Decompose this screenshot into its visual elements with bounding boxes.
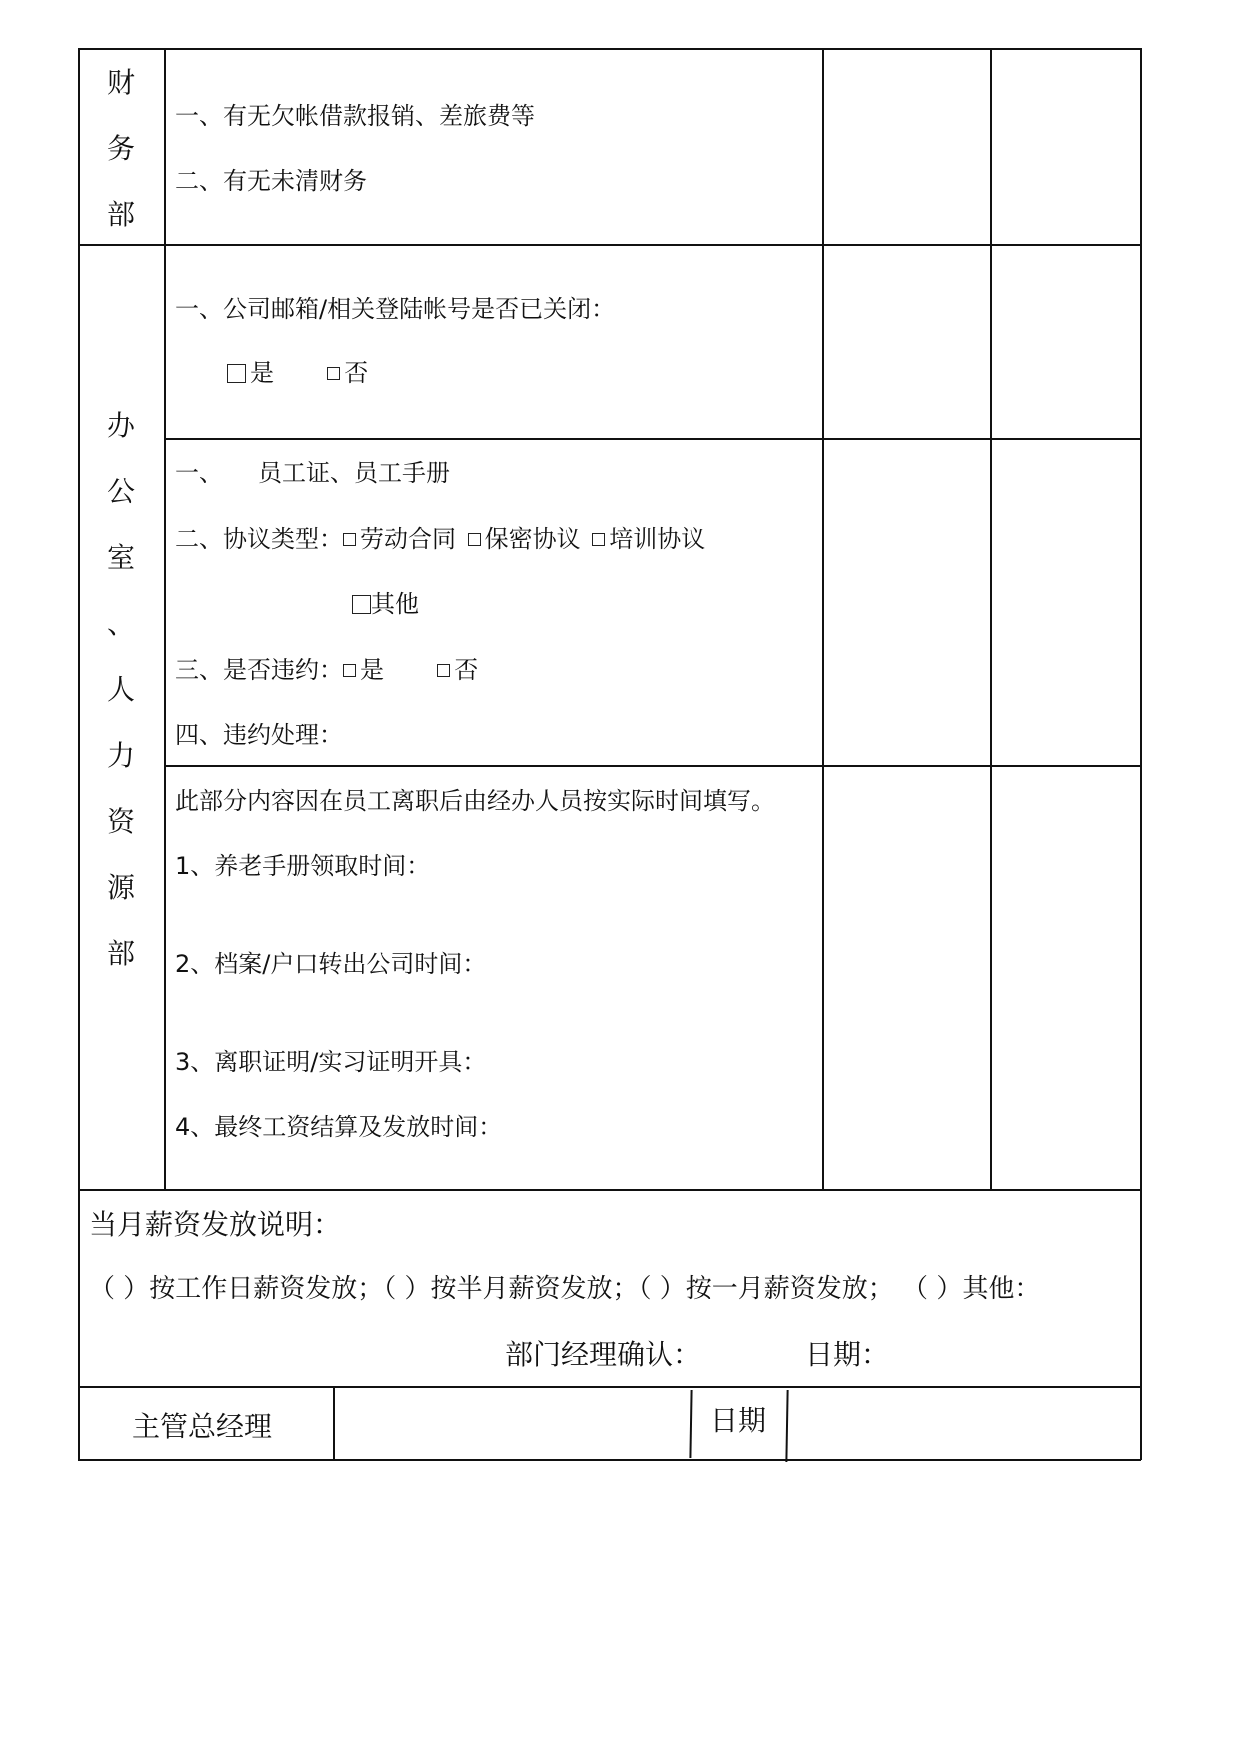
content-column-divider — [822, 48, 824, 1190]
finance-dept-label: 财 务 部 — [106, 66, 135, 231]
contract-item-1: 一、 员工证、员工手册 — [175, 459, 450, 487]
breach-no-label: 否 — [454, 656, 479, 684]
email-yes-checkbox[interactable] — [227, 364, 246, 383]
table-bottom-border — [78, 1459, 1141, 1461]
salary-title: 当月薪资发放说明： — [89, 1208, 342, 1241]
breach-yes-label: 是 — [360, 656, 384, 684]
contract-type-row — [175, 524, 705, 554]
salary-section-divider — [78, 1189, 1141, 1191]
finance-row-divider — [78, 244, 1141, 246]
training-checkbox[interactable] — [592, 533, 605, 546]
finance-item-2: 二、有无未清财务 — [175, 167, 367, 195]
salary-options: （ ）按工作日薪资发放；（ ）按半月薪资发放；（ ）按一月薪资发放； （ ）其他： — [89, 1274, 1041, 1304]
salary-date-label: 日期： — [805, 1338, 890, 1371]
dept-column-divider — [164, 48, 166, 1190]
contract-other-row — [352, 589, 419, 619]
table-top-border — [78, 48, 1141, 50]
post-leave-item-3: 3、离职证明/实习证明开具： — [175, 1048, 487, 1076]
breach-no-checkbox[interactable] — [437, 664, 450, 677]
email-no-label: 否 — [344, 359, 369, 387]
other-checkbox[interactable] — [352, 595, 371, 614]
finance-item-1: 一、有无欠帐借款报销、差旅费等 — [175, 102, 535, 130]
contract-type-label: 二、协议类型： — [175, 525, 343, 553]
email-row-divider — [164, 438, 1141, 440]
footer-date-left-divider — [689, 1390, 692, 1458]
table-right-border — [1140, 48, 1142, 1460]
post-leave-intro: 此部分内容因在员工离职后由经办人员按实际时间填写。 — [175, 787, 775, 815]
contract-item-1-text: 员工证、员工手册 — [258, 459, 450, 487]
footer-row-divider — [78, 1386, 1141, 1388]
contract-row-divider — [164, 765, 1141, 767]
office-hr-dept-label: 办 公 室 、 人 力 资 源 部 — [106, 409, 135, 970]
email-no-checkbox[interactable] — [327, 367, 340, 380]
other-label: 其他 — [371, 590, 419, 618]
table-left-border — [78, 48, 80, 1460]
general-manager-label: 主管总经理 — [132, 1410, 273, 1443]
email-yes-label: 是 — [250, 359, 274, 387]
email-closed-options — [227, 358, 368, 388]
confidentiality-checkbox[interactable] — [468, 533, 481, 546]
breach-yes-checkbox[interactable] — [343, 664, 356, 677]
breach-label: 三、是否违约： — [175, 656, 343, 684]
breach-row — [175, 655, 478, 685]
footer-label-divider — [333, 1386, 335, 1460]
sign-column-divider — [990, 48, 992, 1190]
training-label: 培训协议 — [609, 525, 706, 553]
post-leave-item-1: 1、养老手册领取时间： — [175, 852, 431, 880]
dept-manager-confirm: 部门经理确认： — [505, 1338, 702, 1371]
footer-date-label: 日期 — [710, 1404, 767, 1437]
post-leave-item-4: 4、最终工资结算及发放时间： — [175, 1113, 503, 1141]
post-leave-item-2: 2、档案/户口转出公司时间： — [175, 950, 487, 978]
footer-date-right-divider — [785, 1390, 788, 1462]
breach-handling: 四、违约处理： — [175, 721, 343, 749]
email-closed-question: 一、公司邮箱/相关登陆帐号是否已关闭： — [175, 295, 616, 323]
labor-contract-label: 劳动合同 — [360, 525, 456, 553]
confidentiality-label: 保密协议 — [484, 525, 581, 553]
labor-contract-checkbox[interactable] — [343, 533, 356, 546]
